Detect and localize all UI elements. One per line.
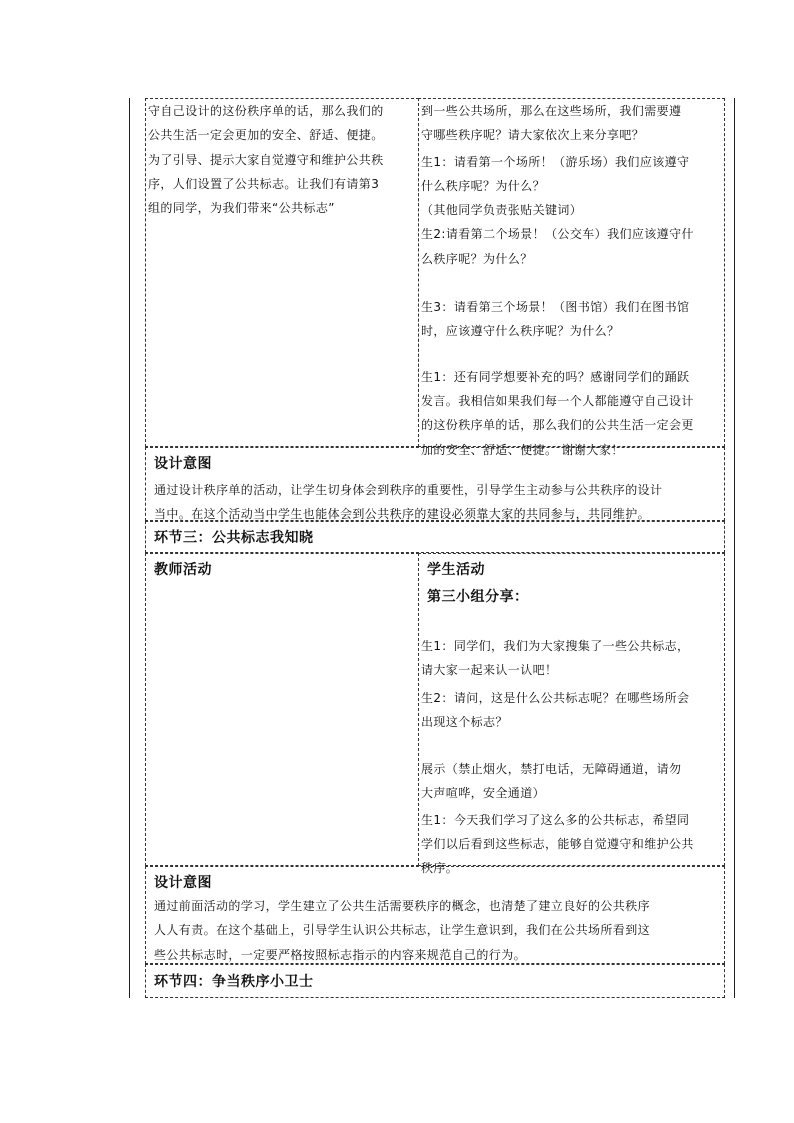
section-title: 环节三：公共标志我知晓	[154, 530, 314, 546]
text-line: 么秩序呢？为什么？	[421, 251, 533, 266]
design-intent-heading: 设计意图	[154, 875, 212, 891]
text-line: 生2：请问，这是什么公共标志呢？在哪些场所会	[421, 690, 690, 705]
text-line: 生2:请看第二个场景！（公交车）我们应该遵守什	[421, 227, 694, 242]
student-activity-header: 学生活动	[427, 562, 485, 578]
text-line: 生1：还有同学想要补充的吗？感谢同学们的踊跃	[421, 369, 690, 384]
text-line: 什么秩序呢？为什么？	[421, 178, 546, 193]
text-line: 通过设计秩序单的活动，让学生切身体会到秩序的重要性，引导学生主动参与公共秩序的设计	[154, 483, 663, 497]
text-line: 请大家一起来认一认吧！	[421, 663, 558, 678]
text-line: 学们以后看到这些标志，能够自觉遵守和维护公共	[421, 837, 694, 852]
outer-right-border	[734, 98, 735, 998]
text-line: 守自己设计的这份秩序单的话，那么我们的	[148, 104, 384, 118]
text-line: 大声喧哗，安全通道）	[421, 786, 546, 801]
text-line: 秩序。	[421, 861, 459, 876]
teacher-activity-cell	[145, 553, 419, 866]
text-line: 人人有责。在这个基础上，引导学生认识公共标志，让学生意识到，我们在公共场所看到这	[154, 923, 651, 938]
design-intent-text	[154, 478, 662, 527]
text-line: 生1：今天我们学习了这么多的公共标志，希望同	[421, 812, 690, 827]
text-line: （其他同学负责张贴关键词）	[421, 203, 583, 218]
text-line: 的这份秩序单的话，那么我们的公共生活一定会更	[421, 418, 694, 433]
text-line: 加的安全、舒适、便捷。 谢谢大家！	[421, 442, 624, 457]
section-title: 环节四：争当秩序小卫士	[154, 974, 314, 990]
text-line: 公共生活一定会更加的安全、舒适、便捷。	[148, 128, 384, 143]
design-intent-text	[154, 894, 650, 967]
teacher-activity-text	[148, 99, 418, 220]
text-line: 当中。在这个活动当中学生也能体会到公共秩序的建设必须靠大家的共同参与，共同维护。	[154, 507, 651, 522]
design-intent-heading: 设计意图	[154, 456, 212, 472]
text-line: 组的同学，为我们带来“公共标志”	[148, 201, 335, 216]
group-share-subheader: 第三小组分享：	[427, 589, 529, 605]
student-activity-text	[421, 99, 723, 462]
text-line: 生1：请看第一个场所！（游乐场）我们应该遵守	[421, 154, 690, 169]
student-activity-text	[421, 634, 723, 881]
text-line: 通过前面活动的学习，学生建立了公共生活需要秩序的概念，也清楚了建立良好的公共秩序	[154, 899, 651, 913]
text-line: 为了引导、提示大家自觉遵守和维护公共秩	[148, 152, 384, 167]
text-line: 序，人们设置了公共标志。让我们有请第3	[148, 176, 380, 191]
text-line: 展示（禁止烟火，禁打电话，无障碍通道，请勿	[421, 762, 682, 777]
text-line: 到一些公共场所，那么在这些场所，我们需要遵	[421, 104, 682, 118]
teacher-activity-header: 教师活动	[154, 562, 212, 578]
text-line: 生1：同学们，我们为大家搜集了一些公共标志，	[421, 639, 690, 653]
outer-left-border	[129, 98, 130, 998]
text-line: 些公共标志时，一定要严格按照标志指示的内容来规范自己的行为。	[154, 947, 527, 962]
text-line: 发言。我相信如果我们每一个人都能遵守自己设计	[421, 393, 694, 408]
text-line: 守哪些秩序呢？请大家依次上来分享吧？	[421, 128, 645, 143]
text-line: 出现这个标志？	[421, 714, 508, 729]
text-line: 时，应该遵守什么秩序呢？为什么？	[421, 324, 620, 339]
text-line: 生3：请看第三个场景！（图书馆）我们在图书馆	[421, 300, 690, 315]
